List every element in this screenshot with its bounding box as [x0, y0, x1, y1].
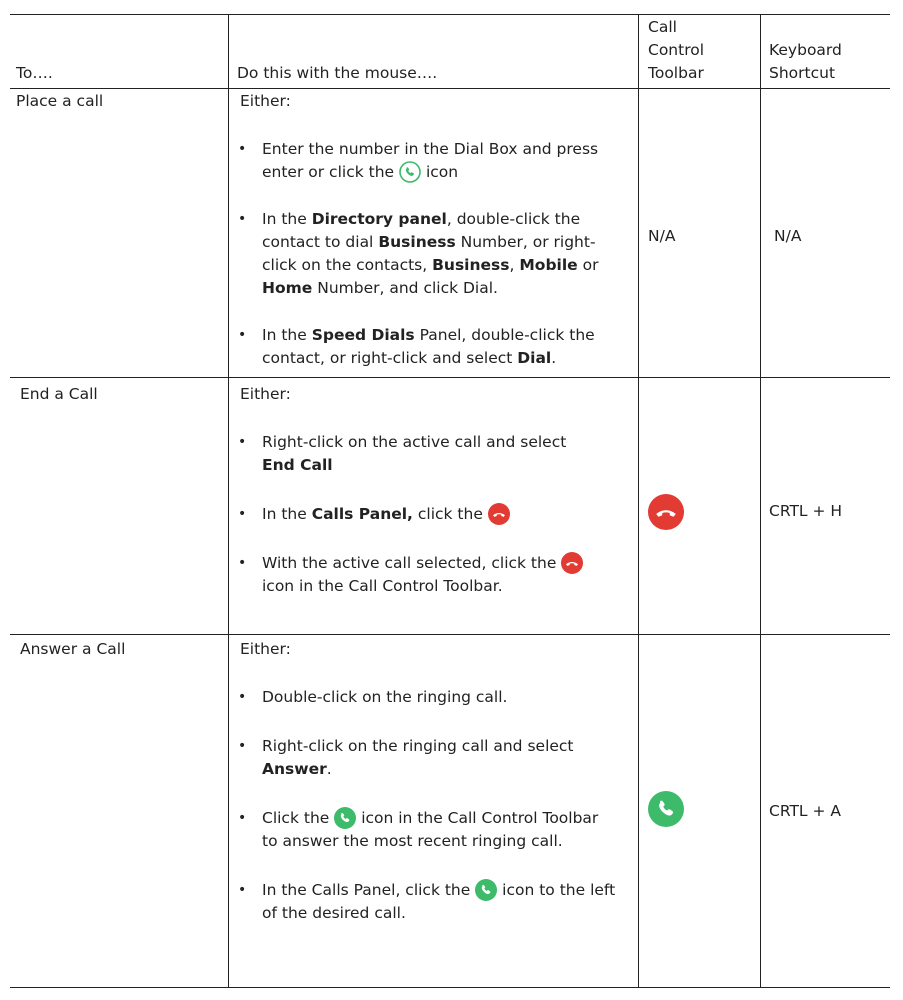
row-3-toolbar — [648, 791, 684, 828]
row-3-step-4: • In the Calls Panel, click the icon to the left of the desired call. — [236, 879, 616, 925]
col-divider-3 — [760, 14, 761, 988]
dial-call-icon — [399, 161, 421, 183]
col-divider-1 — [228, 14, 229, 988]
row-2-steps — [236, 431, 616, 598]
header-bottom-rule — [10, 88, 890, 89]
row-3-step-3: • Click the icon in the Call Control Toolbar to answer the most recent ringing call. — [236, 807, 616, 853]
header-shortcut — [769, 39, 842, 85]
header-toolbar-line2: Control — [648, 41, 705, 59]
hang-up-toolbar-icon[interactable] — [648, 494, 684, 530]
header-mouse: Do this with the mouse…. — [237, 64, 438, 82]
header-toolbar-line1: Call — [648, 18, 677, 36]
row-1-toolbar: N/A — [648, 227, 676, 245]
row-3-step-1: • Double-click on the ringing call. — [236, 686, 616, 709]
row-2-step-2: • In the Calls Panel, click the — [236, 503, 616, 526]
row-1-bottom-rule — [10, 377, 890, 378]
row-3-either: Either: — [240, 640, 291, 658]
row-2-step-1: • Right-click on the active call and select End Call — [236, 431, 616, 477]
col-divider-2 — [638, 14, 639, 988]
row-1-step-3: • In the Speed Dials Panel, double-click the contact, or right-click and select Dial. — [236, 324, 616, 370]
row-2-toolbar — [648, 494, 684, 531]
hang-up-icon — [488, 503, 510, 525]
header-shortcut-line2: Shortcut — [769, 64, 836, 82]
row-1-either: Either: — [240, 92, 291, 110]
header-toolbar — [648, 16, 704, 85]
row-1-steps — [236, 138, 616, 370]
row-1-step-1: • Enter the number in the Dial Box and press enter or click the icon — [236, 138, 616, 184]
row-3-step-2: • Right-click on the ringing call and select Answer. — [236, 735, 616, 781]
answer-call-icon — [475, 879, 497, 901]
row-1-step-2: • In the Directory panel, double-click the contact to dial Business Number, or right-click on the contacts, Business, Mobile or Home Number, and click Dial. — [236, 208, 616, 300]
row-2-task: End a Call — [20, 385, 98, 403]
row-2-shortcut: CRTL + H — [769, 502, 843, 520]
table-bottom-rule — [10, 987, 890, 988]
row-1-task: Place a call — [16, 92, 104, 110]
row-3-shortcut: CRTL + A — [769, 802, 842, 820]
row-2-step-3: • With the active call selected, click the icon in the Call Control Toolbar. — [236, 552, 616, 598]
header-toolbar-line3: Toolbar — [648, 64, 704, 82]
row-2-bottom-rule — [10, 634, 890, 635]
header-shortcut-line1: Keyboard — [769, 41, 842, 59]
table-top-rule — [10, 14, 890, 15]
row-2-either: Either: — [240, 385, 291, 403]
row-1-shortcut: N/A — [774, 227, 802, 245]
hang-up-icon — [561, 552, 583, 574]
answer-toolbar-icon[interactable] — [648, 791, 684, 827]
row-3-steps — [236, 686, 616, 925]
answer-call-icon — [334, 807, 356, 829]
header-to: To…. — [16, 64, 53, 82]
row-3-task: Answer a Call — [20, 640, 126, 658]
